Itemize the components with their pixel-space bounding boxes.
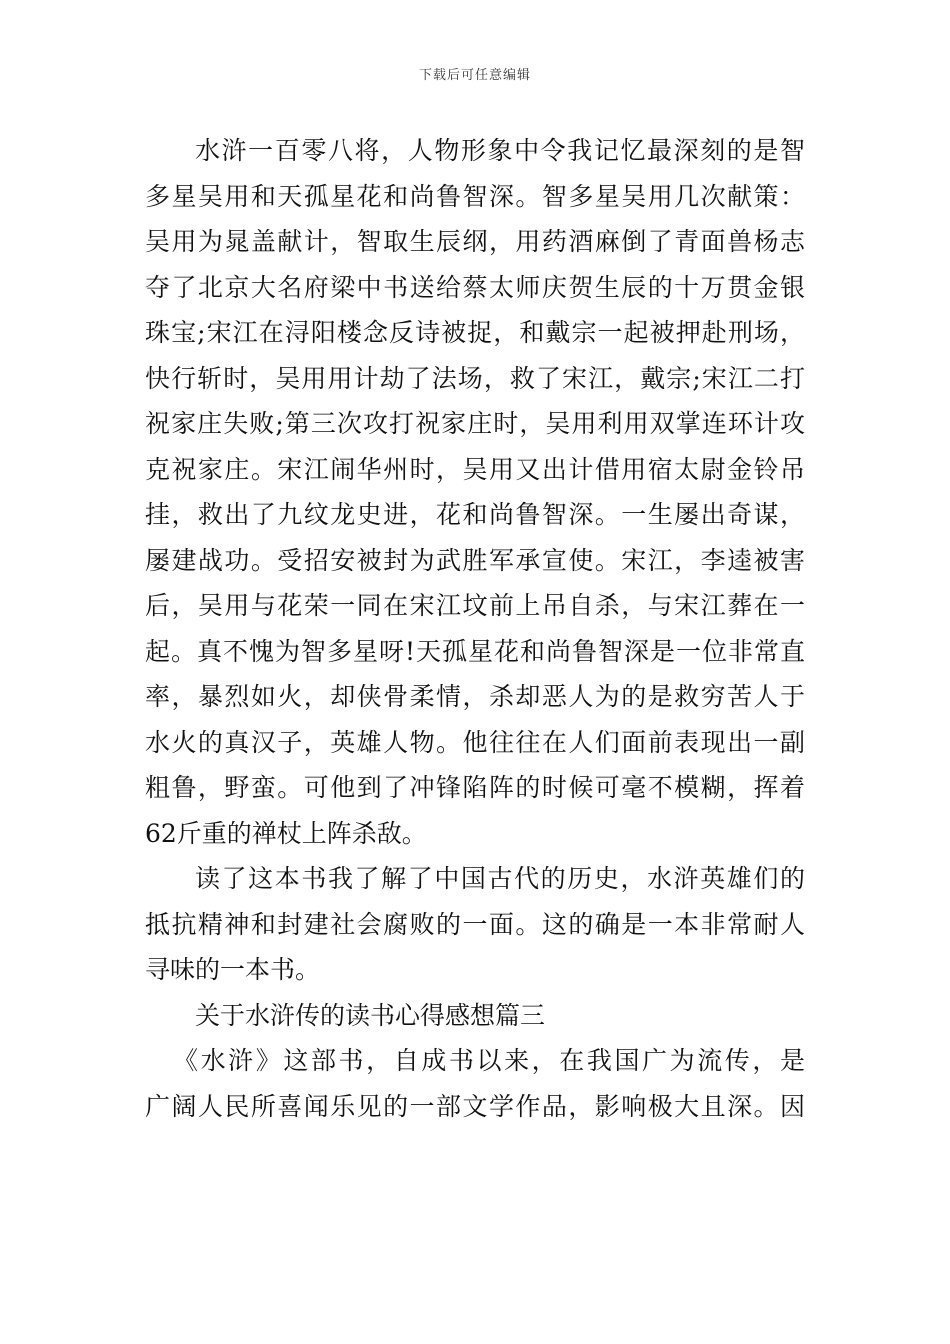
text-line: 克祝家庄。宋江闹华州时，吴用又出计借用宿太尉金铃吊: [145, 454, 805, 484]
text-line: 广阔人民所喜闻乐见的一部文学作品，影响极大且深。因: [145, 1091, 805, 1121]
text-line: 珠宝;宋江在浔阳楼念反诗被捉，和戴宗一起被押赴刑场，: [145, 318, 805, 347]
text-line: 快行斩时，吴用用计劫了法场，救了宋江，戴宗;宋江二打: [145, 363, 805, 393]
text-line: 多星吴用和天孤星花和尚鲁智深。智多星吴用几次献策：: [145, 181, 805, 211]
section-heading: 关于水浒传的读书心得感想篇三: [195, 1000, 546, 1030]
text-line: 祝家庄失败;第三次攻打祝家庄时，吴用利用双掌连环计攻: [145, 409, 805, 438]
text-line: 挂，救出了九纹龙史进，花和尚鲁智深。一生屡出奇谋，: [145, 500, 805, 529]
text-line: 62斤重的禅杖上阵杀敌。: [145, 818, 427, 848]
text-line: 水火的真汉子，英雄人物。他往往在人们面前表现出一副: [145, 727, 805, 757]
text-line: 《水浒》这部书，自成书以来，在我国广为流传，是: [173, 1046, 805, 1075]
text-line: 粗鲁，野蛮。可他到了冲锋陷阵的时候可毫不模糊，挥着: [145, 773, 805, 802]
text-line: 起。真不愧为智多星呀!天孤星花和尚鲁智深是一位非常直: [145, 636, 805, 666]
page-header: 下载后可任意编辑: [418, 68, 531, 83]
text-line: 吴用为晁盖献计，智取生辰纲，用药酒麻倒了青面兽杨志: [145, 227, 805, 256]
text-line: 屡建战功。受招安被封为武胜军承宣使。宋江，李逵被害: [145, 545, 805, 575]
text-line: 后，吴用与花荣一同在宋江坟前上吊自杀，与宋江葬在一: [145, 591, 805, 620]
text-line: 水浒一百零八将，人物形象中令我记忆最深刻的是智: [195, 136, 805, 165]
text-line: 抵抗精神和封建社会腐败的一面。这的确是一本非常耐人: [145, 909, 805, 939]
text-line: 率，暴烈如火，却侠骨柔情，杀却恶人为的是救穷苦人于: [145, 682, 805, 711]
document-body: [145, 128, 805, 1129]
text-line: 夺了北京大名府梁中书送给蔡太师庆贺生辰的十万贯金银: [145, 272, 805, 302]
text-line: 寻味的一本书。: [145, 955, 321, 984]
text-line: 读了这本书我了解了中国古代的历史，水浒英雄们的: [195, 864, 805, 893]
